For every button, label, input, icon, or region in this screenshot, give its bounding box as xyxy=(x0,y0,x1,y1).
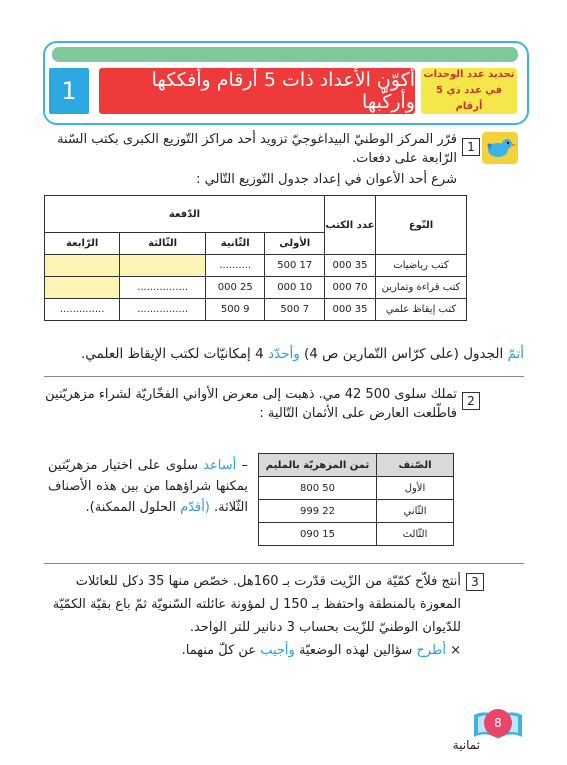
table-row xyxy=(45,255,467,277)
tag-line-2: في عدد ذي 5 أرقام xyxy=(435,85,503,112)
cell-price: 22 999 xyxy=(259,500,377,523)
task-text: عن كلّ منهما. xyxy=(181,643,261,658)
exercise-1-number: 1 xyxy=(462,138,480,156)
task-verb-help: أساعد xyxy=(203,458,237,473)
cell-batch-4[interactable] xyxy=(45,255,120,277)
exercise-1-statement xyxy=(44,130,457,168)
exercise-3-number: 3 xyxy=(466,573,484,591)
cell-count: 35 000 xyxy=(325,255,376,277)
ex2-line-1: تملك سلوى 500 42 مي. ذهبت إلى معرض الأواني الفخّاريّة لشراء مزهريّتين xyxy=(45,387,457,402)
cell-count: 35 000 xyxy=(325,299,376,321)
table-row xyxy=(45,299,467,321)
cell-batch-4[interactable]: .............. xyxy=(45,299,120,321)
batch-header-1: الأولى xyxy=(265,233,325,255)
task-text: الجدول (على كرّاس التّمارين ص 4) xyxy=(299,346,508,362)
cell-price: 50 800 xyxy=(259,477,377,500)
task-verb-determine: وأحدّد xyxy=(268,346,300,362)
distribution-table xyxy=(44,195,467,321)
batch-header-2: الثّانية xyxy=(205,233,265,255)
vase-price-table xyxy=(258,453,454,546)
cell-category: الثّاني xyxy=(377,500,454,523)
header-bar xyxy=(52,47,518,62)
task-verb-answer: وأجيب xyxy=(260,643,295,658)
page-number-badge: 8 xyxy=(484,709,512,737)
lesson-number: 1 xyxy=(49,68,89,114)
table-row xyxy=(259,477,454,500)
cell-batch-2[interactable]: .......... xyxy=(205,255,265,277)
table-row xyxy=(45,277,467,299)
cell-price: 15 090 xyxy=(259,523,377,546)
exercise-1-task xyxy=(44,345,524,364)
exercise-2-statement xyxy=(44,385,457,423)
cell-type: كتب رياضيات xyxy=(376,255,467,277)
task-text: 4 إمكانيّات لكتب الإيقاظ العلمي. xyxy=(81,346,268,362)
exercise-3-task xyxy=(44,639,461,662)
batch-header-3: الثّالثة xyxy=(120,233,206,255)
ex1-line-3: شرع أحد الأعوان في إعداد جدول التّوزيع التّالي : xyxy=(196,172,457,187)
ex1-line-2: الرّابعة على دفعات. xyxy=(352,151,457,166)
col-price: ثمن المزهريّة بالمليم xyxy=(259,454,377,477)
lesson-title: أكوّن الأعداد ذات 5 أرقام وأفككها وأركّبها xyxy=(99,68,415,114)
divider xyxy=(44,376,524,377)
ex2-line-2: فاطّلعت العارض على الأثمان التّالية : xyxy=(259,406,457,421)
tag-line-1: تحديد عدد الوحدات xyxy=(423,69,515,80)
lesson-objective-tag xyxy=(421,68,517,114)
page-number-word: ثمانية xyxy=(452,738,480,752)
ex3-line-3: للدّيوان الوطنيّ للزّيت بحساب 3 دنانير للتر الواحد. xyxy=(189,620,461,635)
col-category: الصّنف xyxy=(377,454,454,477)
col-type: النّوع xyxy=(376,196,467,255)
exercise-3-statement xyxy=(44,570,461,662)
exercise-2-task: – أساعد سلوى على اختيار مزهريّتين يمكنها شراؤهما من بين هذه الأصناف الثّلاثة. (أقدّم الحلول الممكنة). xyxy=(48,458,248,515)
batch-header-4: الرّابعة xyxy=(45,233,120,255)
cell-type: كتب قراءة وتمارين xyxy=(376,277,467,299)
cell-batch-3[interactable] xyxy=(120,255,206,277)
exercise-2-number: 2 xyxy=(462,392,480,410)
ex3-line-1: أنتج فلاّح كمّيّة من الزّيت قدّرت بـ 160هل. خصّص منها 35 دكل للعائلات xyxy=(75,574,461,589)
cell-batch-1: 17 500 xyxy=(265,255,325,277)
cell-category: الأول xyxy=(377,477,454,500)
cell-category: الثّالث xyxy=(377,523,454,546)
ex1-line-1: قرّر المركز الوطنيّ البيداغوجيّ تزويد أحد مراكز التّوزيع الكبرى بكتب السّنة xyxy=(57,132,457,147)
cell-type: كتب إيقاظ علمي xyxy=(376,299,467,321)
cell-batch-1: 7 500 xyxy=(265,299,325,321)
cell-batch-3[interactable]: ................ xyxy=(120,277,206,299)
task-verb-ask: أطرح xyxy=(416,643,446,658)
task-text: سلوى على اختيار مزهريّتين يمكنها شراؤهما من بين هذه الأصناف الثّلاثة. xyxy=(48,458,248,515)
cell-batch-1: 10 000 xyxy=(265,277,325,299)
task-verb-present: (أقدّم xyxy=(180,500,210,515)
ex3-line-2: المعوزة بالمنطقة واحتفظ بـ 150 ل لمؤونة عائلته السّنويّة ثمّ باع بقيّة الكمّيّة xyxy=(52,597,461,612)
task-text: الحلول الممكنة). xyxy=(85,500,181,515)
cell-batch-4[interactable] xyxy=(45,277,120,299)
task-text: سؤالين لهذه الوضعيّة xyxy=(294,643,417,658)
cell-batch-3[interactable]: ................ xyxy=(120,299,206,321)
cell-batch-2: 25 000 xyxy=(205,277,265,299)
divider xyxy=(44,563,524,564)
bird-icon xyxy=(482,132,518,164)
task-verb-complete: أتمّ xyxy=(507,346,524,362)
cell-count: 70 000 xyxy=(325,277,376,299)
col-count: عدد الكتب xyxy=(325,196,376,255)
cell-batch-2: 9 500 xyxy=(205,299,265,321)
col-batch: الدّفعة xyxy=(45,196,325,233)
bullet: × xyxy=(450,643,461,658)
table-row xyxy=(259,500,454,523)
table-row xyxy=(259,523,454,546)
